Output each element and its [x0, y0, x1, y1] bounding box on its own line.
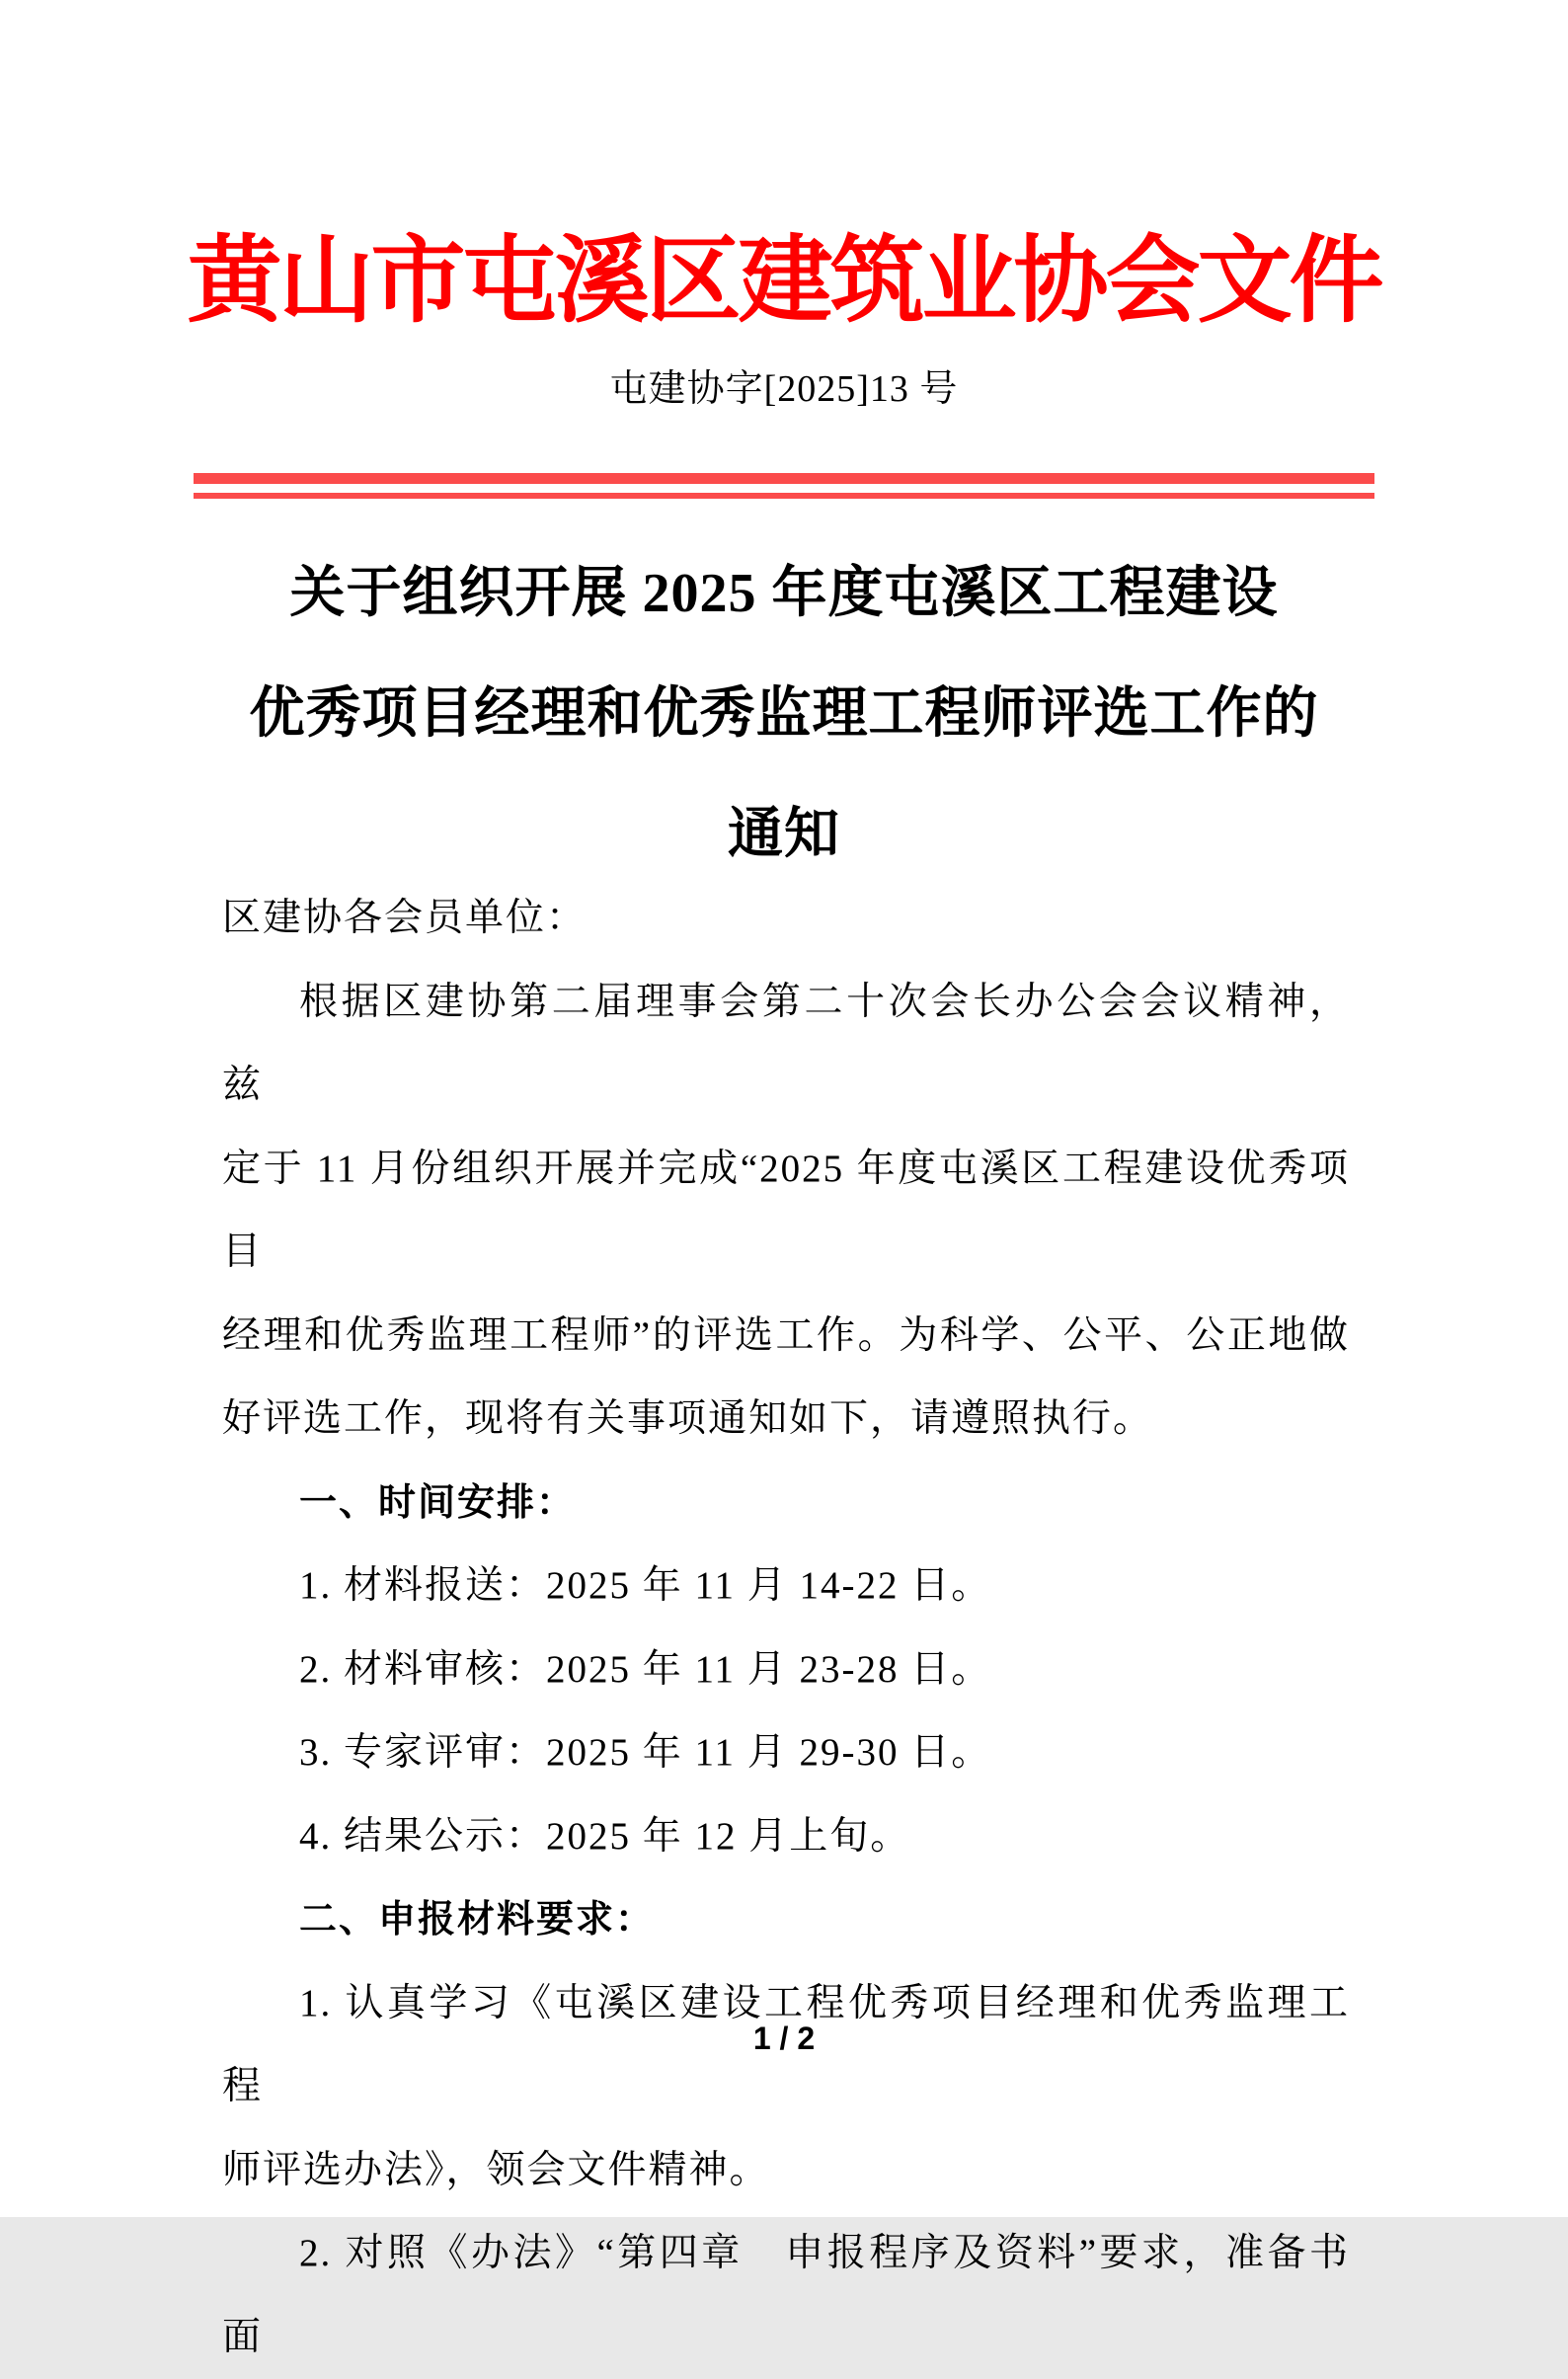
body-line: 根据区建协第二届理事会第二十次会长办公会会议精神，兹 — [222, 980, 1350, 1106]
red-rule-thick — [194, 473, 1374, 484]
list-item-material-review: 2. 材料审核：2025 年 11 月 23-28 日。 — [299, 1647, 992, 1691]
body-line: 2. 对照《办法》“第四章 申报程序及资料”要求，准备书面 — [222, 2232, 1350, 2358]
page-number: 1 / 2 — [752, 2021, 816, 2056]
body-line: 1. 认真学习《屯溪区建设工程优秀项目经理和优秀监理工程 — [222, 1981, 1350, 2107]
section-heading-application-materials: 二、申报材料要求： — [299, 1899, 656, 1941]
document-title-line-3: 通知 — [728, 804, 840, 865]
document-body — [222, 877, 1350, 2379]
letterhead-org-title: 黄山市屯溪区建筑业协会文件 — [187, 228, 1381, 334]
section-heading-time-schedule: 一、时间安排： — [299, 1481, 577, 1524]
body-line: 定于 11 月份组织开展并完成“2025 年度屯溪区工程建设优秀项目 — [222, 1147, 1350, 1273]
list-item-expert-evaluation: 3. 专家评审：2025 年 11 月 29-30 日。 — [299, 1731, 992, 1774]
salutation-line: 区建协各会员单位： — [222, 897, 588, 939]
document-title-line-1: 关于组织开展 2025 年度屯溪区工程建设 — [289, 563, 1279, 624]
list-item-material-submission: 1. 材料报送：2025 年 11 月 14-22 日。 — [299, 1564, 992, 1607]
red-rule-thin — [194, 493, 1374, 499]
body-line: 师评选办法》，领会文件精神。 — [222, 2148, 770, 2191]
body-line: 经理和优秀监理工程师”的评选工作。为科学、公平、公正地做 — [222, 1313, 1350, 1357]
document-title — [0, 533, 1568, 895]
list-item-result-publicity: 4. 结果公示：2025 年 12 月上旬。 — [299, 1814, 911, 1858]
document-number: 屯建协字[2025]13 号 — [609, 368, 959, 410]
document-title-line-2: 优秀项目经理和优秀监理工程师评选工作的 — [249, 683, 1319, 745]
body-line: 好评选工作，现将有关事项通知如下，请遵照执行。 — [222, 1397, 1154, 1440]
